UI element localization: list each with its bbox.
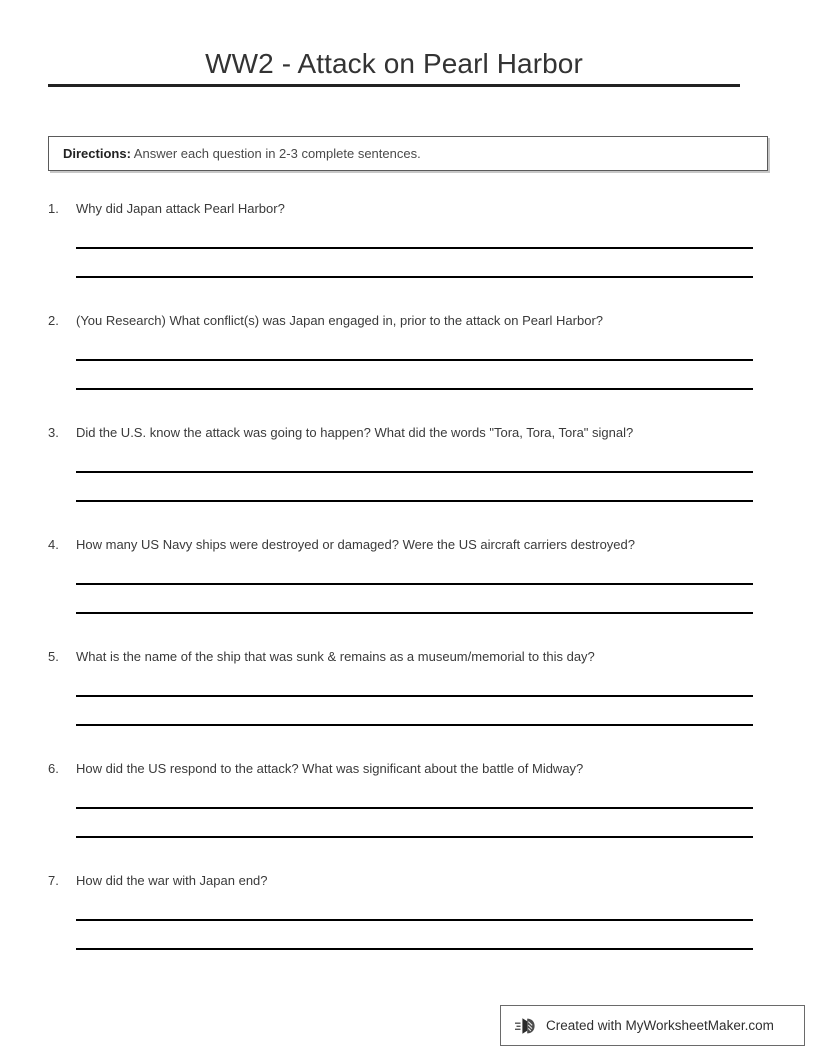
question-item	[48, 536, 768, 648]
title-block	[48, 46, 740, 87]
directions-text	[49, 146, 421, 162]
question-item	[48, 872, 768, 984]
question-number: 4.	[48, 537, 59, 552]
answer-lines	[76, 359, 753, 390]
answer-lines	[76, 695, 753, 726]
answer-lines	[76, 471, 753, 502]
questions-list	[48, 200, 768, 984]
question-text: (You Research) What conflict(s) was Japan engaged in, prior to the attack on Pearl Harbor?	[76, 313, 604, 328]
answer-line[interactable]	[76, 247, 753, 249]
directions-label: Directions:	[63, 145, 131, 161]
question-number: 1.	[48, 201, 59, 216]
question-text: How many US Navy ships were destroyed or damaged? Were the US aircraft carriers destroyed?	[76, 537, 635, 552]
page-title: WW2 - Attack on Pearl Harbor	[205, 48, 583, 79]
answer-lines	[76, 247, 753, 278]
question-item	[48, 424, 768, 536]
question-text: How did the war with Japan end?	[76, 873, 268, 888]
answer-line[interactable]	[76, 612, 753, 614]
question-item	[48, 312, 768, 424]
answer-line[interactable]	[76, 388, 753, 390]
directions-body: Answer each question in 2-3 complete sentences.	[130, 145, 421, 161]
answer-lines	[76, 919, 753, 950]
question-number: 5.	[48, 649, 59, 664]
question-item	[48, 200, 768, 312]
created-with-badge[interactable]	[500, 1005, 805, 1046]
answer-line[interactable]	[76, 724, 753, 726]
answer-line[interactable]	[76, 583, 753, 585]
created-with-label: Created with MyWorksheetMaker.com	[546, 1017, 774, 1033]
answer-line[interactable]	[76, 919, 753, 921]
question-text: How did the US respond to the attack? What was significant about the battle of Midway?	[76, 761, 584, 776]
answer-lines	[76, 583, 753, 614]
question-text: Why did Japan attack Pearl Harbor?	[76, 201, 285, 216]
answer-line[interactable]	[76, 471, 753, 473]
answer-line[interactable]	[76, 807, 753, 809]
question-number: 7.	[48, 873, 59, 888]
question-text: What is the name of the ship that was sunk & remains as a museum/memorial to this day?	[76, 649, 595, 664]
question-number: 2.	[48, 313, 59, 328]
answer-line[interactable]	[76, 359, 753, 361]
answer-lines	[76, 807, 753, 838]
directions-box	[48, 136, 768, 171]
question-number: 3.	[48, 425, 59, 440]
question-number: 6.	[48, 761, 59, 776]
question-item	[48, 648, 768, 760]
answer-line[interactable]	[76, 276, 753, 278]
question-text: Did the U.S. know the attack was going to happen? What did the words "Tora, Tora, Tora" signal?	[76, 425, 634, 440]
worksheet-maker-logo-icon	[515, 1015, 537, 1037]
title-divider	[48, 84, 740, 87]
answer-line[interactable]	[76, 836, 753, 838]
answer-line[interactable]	[76, 695, 753, 697]
answer-line[interactable]	[76, 500, 753, 502]
answer-line[interactable]	[76, 948, 753, 950]
question-item	[48, 760, 768, 872]
